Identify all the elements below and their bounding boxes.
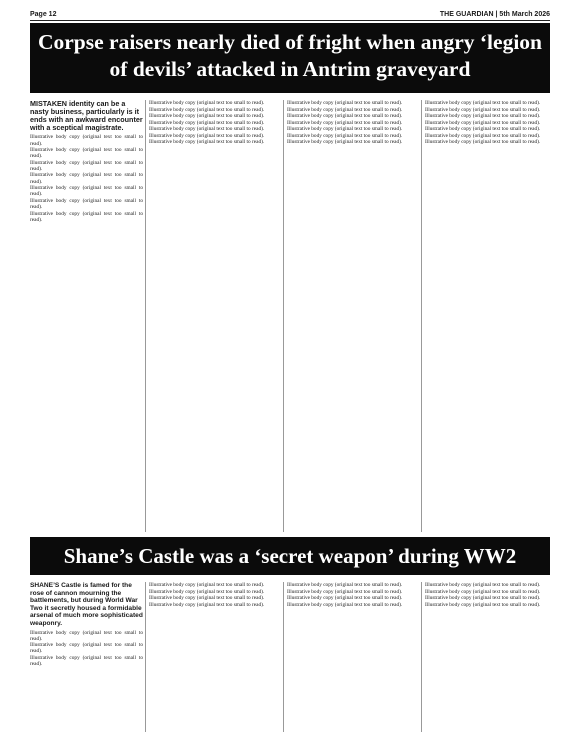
article2-column-1 bbox=[30, 582, 143, 732]
column-divider bbox=[145, 582, 146, 732]
body-paragraph: Illustrative body copy (original text too small to read). bbox=[30, 642, 143, 655]
article1-col2-body bbox=[149, 100, 280, 145]
body-paragraph: Illustrative body copy (original text too small to read). bbox=[287, 582, 403, 588]
body-paragraph: Illustrative body copy (original text too small to read). bbox=[425, 132, 541, 139]
article2-col4-body bbox=[425, 582, 550, 608]
body-paragraph: Illustrative body copy (original text too small to read). bbox=[287, 119, 403, 126]
body-paragraph: Illustrative body copy (original text too small to read). bbox=[425, 119, 541, 126]
body-paragraph: Illustrative body copy (original text too small to read). bbox=[30, 197, 143, 211]
body-paragraph: Illustrative body copy (original text too small to read). bbox=[30, 147, 143, 160]
body-paragraph: Illustrative body copy (original text too small to read). bbox=[149, 106, 265, 113]
article1-headline: Corpse raisers nearly died of fright when angry ‘legion of devils’ attacked in Antrim graveyard bbox=[30, 23, 550, 93]
body-paragraph: Illustrative body copy (original text too small to read). bbox=[149, 601, 265, 608]
column-divider bbox=[421, 100, 422, 532]
masthead: THE GUARDIAN | 5th March 2026 bbox=[439, 10, 550, 18]
body-paragraph: Illustrative body copy (original text too small to read). bbox=[30, 629, 143, 642]
body-paragraph: Illustrative body copy (original text too small to read). bbox=[149, 119, 265, 126]
body-paragraph: Illustrative body copy (original text too small to read). bbox=[149, 139, 265, 146]
body-paragraph: Illustrative body copy (original text too small to read). bbox=[287, 126, 403, 133]
body-paragraph: Illustrative body copy (original text too small to read). bbox=[425, 601, 541, 608]
body-paragraph: Illustrative body copy (original text too small to read). bbox=[425, 100, 541, 106]
body-paragraph: Illustrative body copy (original text too small to read). bbox=[425, 106, 541, 113]
article1-col4-body bbox=[425, 100, 550, 145]
body-paragraph: Illustrative body copy (original text too small to read). bbox=[149, 595, 265, 602]
column-divider bbox=[283, 582, 284, 732]
page-header bbox=[30, 8, 550, 20]
body-paragraph: Illustrative body copy (original text too small to read). bbox=[425, 139, 541, 146]
body-paragraph: Illustrative body copy (original text too small to read). bbox=[149, 582, 265, 588]
article2-lead: SHANE’S Castle is famed for the rose of cannon mourning the battlements, but during World War Two it secretly housed a formidable arsenal of much more sophisticated weaponry. bbox=[30, 582, 143, 627]
body-paragraph: Illustrative body copy (original text too small to read). bbox=[149, 113, 265, 120]
article1-lead: MISTAKEN identity can be a nasty business, particularly is it ends with an awkward encounter with a sceptical magistrate. bbox=[30, 100, 143, 133]
body-paragraph: Illustrative body copy (original text too small to read). bbox=[149, 132, 265, 139]
body-paragraph: Illustrative body copy (original text too small to read). bbox=[30, 172, 143, 185]
body-paragraph: Illustrative body copy (original text too small to read). bbox=[30, 185, 143, 198]
body-paragraph: Illustrative body copy (original text too small to read). bbox=[425, 595, 541, 602]
body-paragraph: Illustrative body copy (original text too small to read). bbox=[30, 210, 143, 223]
article2-column-4 bbox=[425, 582, 550, 732]
page-number: Page 12 bbox=[30, 10, 57, 18]
body-paragraph: Illustrative body copy (original text too small to read). bbox=[30, 134, 143, 147]
body-paragraph: Illustrative body copy (original text too small to read). bbox=[287, 139, 403, 146]
article2-col3-body bbox=[287, 582, 418, 608]
article1-column-4 bbox=[425, 100, 550, 532]
body-paragraph: Illustrative body copy (original text too small to read). bbox=[287, 588, 403, 595]
body-paragraph: Illustrative body copy (original text too small to read). bbox=[425, 582, 541, 588]
body-paragraph: Illustrative body copy (original text too small to read). bbox=[149, 126, 265, 133]
article1-col3-body bbox=[287, 100, 418, 145]
body-paragraph: Illustrative body copy (original text too small to read). bbox=[287, 595, 403, 602]
article1-column-3 bbox=[287, 100, 418, 532]
article2-headline: Shane’s Castle was a ‘secret weapon’ during WW2 bbox=[30, 537, 550, 575]
body-paragraph: Illustrative body copy (original text too small to read). bbox=[149, 100, 265, 106]
article2-column-3 bbox=[287, 582, 418, 732]
body-paragraph: Illustrative body copy (original text too small to read). bbox=[425, 126, 541, 133]
article1-column-2 bbox=[149, 100, 280, 532]
article2-col1-body bbox=[30, 630, 143, 668]
body-paragraph: Illustrative body copy (original text too small to read). bbox=[30, 159, 143, 172]
column-divider bbox=[145, 100, 146, 532]
column-divider bbox=[283, 100, 284, 532]
article1-column-1 bbox=[30, 100, 143, 532]
body-paragraph: Illustrative body copy (original text too small to read). bbox=[287, 106, 403, 113]
body-paragraph: Illustrative body copy (original text too small to read). bbox=[287, 100, 403, 106]
body-paragraph: Illustrative body copy (original text too small to read). bbox=[287, 113, 403, 120]
body-paragraph: Illustrative body copy (original text too small to read). bbox=[149, 588, 265, 595]
column-divider bbox=[421, 582, 422, 732]
article2-column-2 bbox=[149, 582, 280, 732]
body-paragraph: Illustrative body copy (original text too small to read). bbox=[30, 654, 143, 668]
body-paragraph: Illustrative body copy (original text too small to read). bbox=[287, 132, 403, 139]
header-rule bbox=[30, 20, 550, 21]
body-paragraph: Illustrative body copy (original text too small to read). bbox=[287, 601, 403, 608]
article1-col1-body bbox=[30, 134, 143, 223]
article2-col2-body bbox=[149, 582, 280, 608]
body-paragraph: Illustrative body copy (original text too small to read). bbox=[425, 113, 541, 120]
body-paragraph: Illustrative body copy (original text too small to read). bbox=[425, 588, 541, 595]
